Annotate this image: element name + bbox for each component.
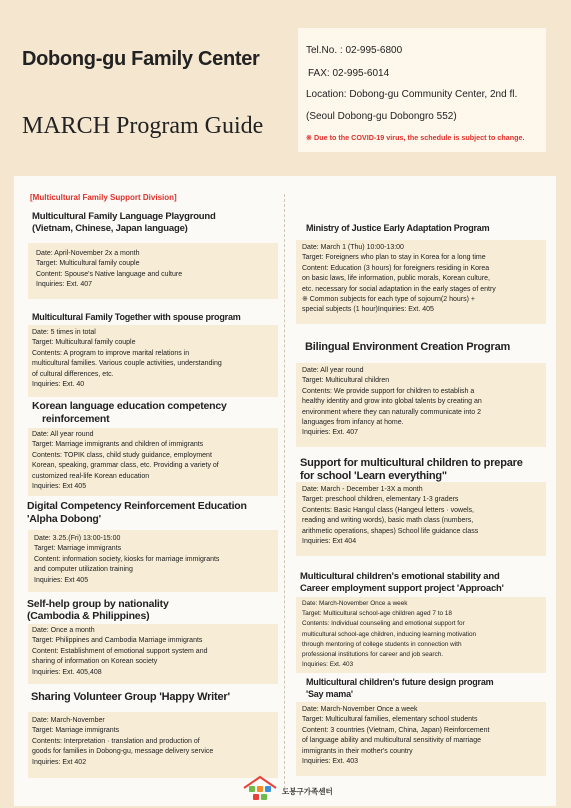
- section-title-say-mama: [306, 676, 493, 700]
- program-box-bilingual-environment: [296, 363, 546, 447]
- section-title-self-help-group: [27, 598, 169, 622]
- section-title-happy-writer: [31, 690, 230, 704]
- title-line: Multicultural children's emotional stability and: [300, 571, 500, 582]
- info-line: Contents: Individual counseling and emotional support for: [302, 620, 465, 628]
- section-title-ministry-of-justice: [306, 222, 489, 234]
- title-line: Multicultural Family Language Playground: [32, 211, 216, 222]
- fax-number: FAX: 02-995-6014: [308, 68, 390, 79]
- info-line: Content: Establishment of emotional support system and: [32, 647, 208, 655]
- program-box-korean-education: [28, 428, 278, 496]
- info-line: Target: Marriage immigrants: [32, 727, 120, 735]
- title-line: (Vietnam, Chinese, Japan language): [32, 223, 188, 234]
- info-line: Target: Multicultural family couple: [32, 339, 136, 347]
- title-line: 'Say mama': [306, 689, 353, 699]
- info-line: Date: March-November: [32, 717, 105, 724]
- title-line: Multicultural Family Together with spouse program: [32, 312, 241, 322]
- info-line: reading and writing words), basic math class (numbers,: [302, 517, 474, 525]
- center-name: Dobong-gu Family Center: [22, 48, 260, 70]
- location: Location: Dobong-gu Community Center, 2nd fl.: [306, 89, 518, 100]
- info-line: immigrants in their mother's country: [302, 747, 413, 755]
- info-line: languages from infancy at home.: [302, 419, 404, 427]
- info-line: sharing of information on Korean society: [32, 658, 158, 666]
- info-line: on basic laws, life information, public morals, Korean culture,: [302, 275, 490, 283]
- section-title-together-with-spouse: [32, 311, 241, 323]
- title-line: reinforcement: [42, 413, 110, 425]
- info-line: Target: Multicultural school-age children aged 7 to 18: [302, 610, 452, 618]
- info-line: Date: All year round: [302, 367, 364, 374]
- info-line: etc. necessary for social adaptation in the early stages of entry: [302, 285, 496, 293]
- info-line: multicultural school-age children, inducing learning motivation: [302, 630, 477, 638]
- info-line: through mentoring of college students in connection with: [302, 640, 462, 648]
- info-line: Date: All year round: [32, 431, 94, 438]
- info-line: Contents: A program to improve marital relations in: [32, 349, 190, 357]
- info-line: special subjects (1 hour)Inquiries: Ext. 405: [302, 306, 434, 314]
- tel-number: Tel.No. : 02-995-6800: [306, 45, 403, 56]
- info-line: Inquiries: Ext. 40: [32, 381, 85, 389]
- section-title-alpha-dobong: [27, 500, 247, 526]
- info-line: Date: March-November Once a week: [302, 600, 408, 607]
- info-line: ※ Common subjects for each type of sojourn(2 hours) +: [302, 296, 475, 304]
- info-line: Inquiries: Ext 405: [32, 483, 87, 491]
- info-line: Contents: TOPIK class, child study guidance, employment: [32, 451, 212, 459]
- info-line: of language ability and multicultural sensitivity of marriage: [302, 737, 481, 745]
- info-line: Inquiries: Ext 404: [302, 538, 357, 546]
- program-box-self-help-group: [28, 624, 278, 684]
- info-line: Contents: Interpretation · translation and production of: [32, 737, 200, 745]
- info-line: healthy identity and grow into global talents by creating an: [302, 398, 482, 406]
- info-line: Target: Multicultural families, elementary school students: [302, 716, 478, 724]
- program-box-say-mama: [296, 702, 546, 776]
- title-line: Sharing Volunteer Group 'Happy Writer': [31, 691, 230, 703]
- info-line: Date: March 1 (Thu) 10:00-13:00: [302, 244, 404, 251]
- info-line: Target: Marriage immigrants and children of immigrants: [32, 441, 204, 449]
- info-line: customized real-life Korean education: [32, 472, 150, 480]
- info-line: Content: 3 countries (Vietnam, China, Japan) Reinforcement: [302, 726, 490, 734]
- info-line: environment where they can naturally communicate into 2: [302, 408, 481, 416]
- info-line: Date: Once a month: [32, 627, 95, 634]
- info-line: Date: April-November 2x a month: [36, 250, 140, 257]
- info-line: Date: 3.25.(Fri) 13:00-15:00: [34, 535, 121, 542]
- info-line: Inquiries: Ext 405: [34, 576, 89, 584]
- section-title-korean-education: [32, 400, 227, 426]
- title-line: Bilingual Environment Creation Program: [305, 341, 511, 353]
- info-line: Content: information society, kiosks for marriage immigrants: [34, 555, 220, 563]
- title-line: Korean language education competency: [32, 400, 227, 412]
- section-title-approach: [300, 571, 504, 595]
- title-line: Career employment support project 'Approach': [300, 583, 504, 594]
- section-title-bilingual-environment: [305, 340, 510, 354]
- info-line: Inquiries: Ext. 407: [36, 281, 93, 289]
- info-line: Contents: We provide support for children to establish a: [302, 387, 475, 395]
- program-box-language-playground: [28, 243, 278, 299]
- guide-title: MARCH Program Guide: [22, 113, 264, 139]
- info-line: multicultural families. Various couple activities, understanding: [32, 360, 222, 368]
- title-line: Ministry of Justice Early Adaptation Program: [306, 223, 490, 233]
- title-line: 'Alpha Dobong': [27, 513, 101, 525]
- title-line: Multicultural children's future design program: [306, 677, 494, 687]
- section-title-learn-everything: [300, 457, 523, 482]
- title-line: Digital Competency Reinforcement Education: [27, 500, 247, 512]
- info-line: Contents: Basic Hangul class (Hangeul letters · vowels,: [302, 506, 474, 514]
- info-line: Inquiries: Ext. 403: [302, 758, 359, 766]
- program-box-together-with-spouse: [28, 325, 278, 397]
- info-line: Target: Multicultural family couple: [36, 260, 140, 268]
- program-box-alpha-dobong: [28, 530, 278, 592]
- info-line: Inquiries: Ext. 405,408: [32, 668, 102, 676]
- info-line: Inquiries: Ext 402: [32, 758, 87, 766]
- info-line: Inquiries: Ext. 407: [302, 429, 359, 437]
- contact-box: [298, 28, 546, 152]
- info-line: Target: Multicultural children: [302, 377, 390, 385]
- info-line: Inquiries: Ext. 403: [302, 661, 354, 669]
- title-line: for school 'Learn everything": [300, 469, 447, 482]
- program-box-ministry-of-justice: [296, 240, 546, 324]
- info-line: goods for families in Dobong-gu, message delivery service: [32, 748, 214, 756]
- info-line: arithmetic operations, shapes) School life guidance class: [302, 527, 479, 535]
- title-line: Support for multicultural children to prepare: [300, 457, 523, 469]
- family-center-logo-icon: [240, 774, 280, 802]
- info-line: Target: Philippines and Cambodia Marriage immigrants: [32, 637, 203, 645]
- section-title-language-playground: [32, 211, 216, 235]
- logo-text: 도봉구가족센터: [282, 787, 333, 796]
- info-line: professional institutions for career and job search.: [302, 651, 444, 659]
- program-box-approach: [296, 597, 546, 673]
- info-line: Target: Marriage immigrants: [34, 545, 122, 553]
- info-line: Date: March-November Once a week: [302, 706, 418, 713]
- program-box-learn-everything: [296, 482, 546, 556]
- info-line: Korean, speaking, grammar class, etc. Providing a variety of: [32, 462, 219, 470]
- title-line: (Cambodia & Philippines): [27, 610, 150, 622]
- info-line: Date: 5 times in total: [32, 329, 96, 336]
- info-line: Content: Education (3 hours) for foreigners residing in Korea: [302, 264, 490, 272]
- info-line: Date: March - December 1-3X a month: [302, 486, 423, 493]
- column-divider: [284, 194, 285, 794]
- info-line: of cultural differences, etc.: [32, 370, 114, 378]
- division-title: [Multicultural Family Support Division]: [30, 193, 177, 202]
- info-line: Content: Spouse's Native language and culture: [36, 270, 183, 278]
- title-line: Self-help group by nationality: [27, 598, 169, 610]
- info-line: Target: preschool children, elementary 1-3 graders: [302, 496, 459, 504]
- covid-notice: ※ Due to the COVID-19 virus, the schedule is subject to change.: [306, 133, 525, 142]
- address: (Seoul Dobong-gu Dobongro 552): [306, 111, 457, 122]
- program-box-happy-writer: [28, 712, 278, 778]
- info-line: and computer utilization training: [34, 566, 133, 574]
- info-line: Target: Foreigners who plan to stay in Korea for a long time: [302, 254, 486, 262]
